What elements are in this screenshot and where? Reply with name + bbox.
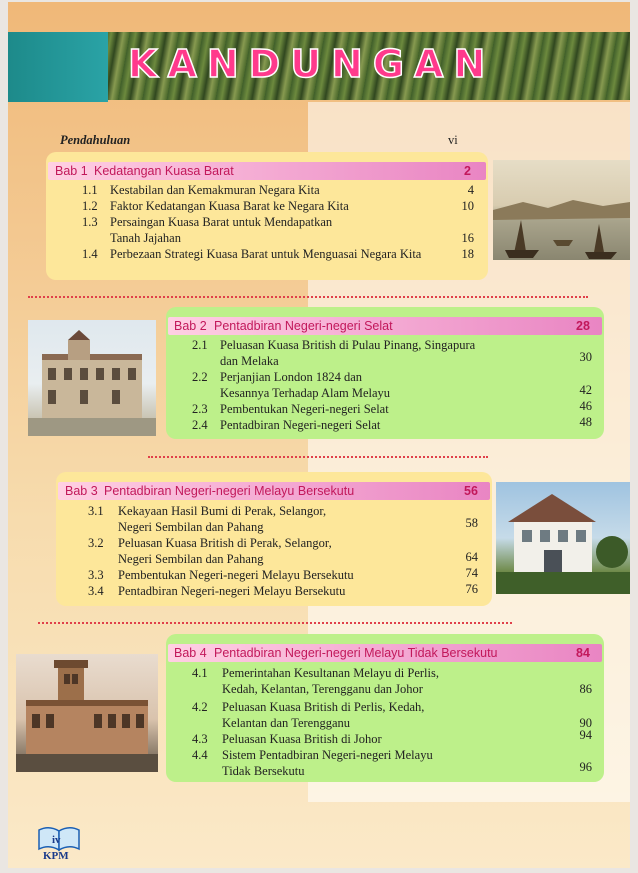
section-num: 4.2 bbox=[192, 700, 208, 714]
section-page: 86 bbox=[579, 682, 592, 696]
separator-dots bbox=[148, 456, 488, 458]
section-title-cont: Kesannya Terhadap Alam Melayu bbox=[220, 386, 391, 400]
section-page: 94 bbox=[579, 728, 592, 742]
section-num: 1.2 bbox=[82, 199, 98, 213]
section-title: Peluasan Kuasa British di Johor bbox=[222, 732, 382, 746]
section-title: Kestabilan dan Kemakmuran Negara Kita bbox=[110, 183, 320, 197]
chapter-1-label: Bab 1 bbox=[55, 164, 88, 178]
intro-page: vi bbox=[448, 133, 458, 147]
colonial-building-image bbox=[28, 320, 156, 436]
section-title: Faktor Kedatangan Kuasa Barat ke Negara Kita bbox=[110, 199, 349, 213]
section-title-cont: Kedah, Kelantan, Terengganu dan Johor bbox=[222, 682, 423, 696]
section-title-cont: Negeri Sembilan dan Pahang bbox=[118, 552, 264, 566]
chapter-4-page: 84 bbox=[576, 646, 590, 660]
page-number: iv bbox=[52, 834, 61, 846]
section-title-cont: Tidak Bersekutu bbox=[222, 764, 305, 778]
section-num: 1.1 bbox=[82, 183, 98, 197]
separator-dots bbox=[38, 622, 512, 624]
section-page: 58 bbox=[465, 516, 478, 530]
section-page: 74 bbox=[465, 566, 478, 580]
banner-accent bbox=[8, 32, 108, 102]
textbook-page bbox=[8, 2, 630, 868]
chapter-4-label: Bab 4 bbox=[174, 646, 207, 660]
section-title: Peluasan Kuasa British di Perak, Selangor, bbox=[118, 536, 332, 550]
section-num: 2.2 bbox=[192, 370, 208, 384]
section-page: 90 bbox=[579, 716, 592, 730]
section-page: 96 bbox=[579, 760, 592, 774]
section-num: 1.4 bbox=[82, 247, 98, 261]
section-num: 3.1 bbox=[88, 504, 104, 518]
colonial-building-svg bbox=[28, 320, 156, 436]
book-logo-svg bbox=[36, 824, 82, 852]
section-page: 10 bbox=[461, 199, 474, 213]
chapter-1-title: Kedatangan Kuasa Barat bbox=[94, 164, 234, 178]
chapter-3-label: Bab 3 bbox=[65, 484, 98, 498]
section-title-cont: dan Melaka bbox=[220, 354, 279, 368]
kpm-logo-text: KPM bbox=[43, 850, 69, 862]
section-page: 4 bbox=[467, 183, 474, 197]
tower-building-svg bbox=[16, 654, 158, 772]
chapter-2-label: Bab 2 bbox=[174, 319, 207, 333]
chapter-2-title: Pentadbiran Negeri-negeri Selat bbox=[214, 319, 393, 333]
section-page: 76 bbox=[465, 582, 478, 596]
section-page: 42 bbox=[579, 383, 592, 397]
section-title: Pembentukan Negeri-negeri Melayu Bersekutu bbox=[118, 568, 354, 582]
section-num: 4.3 bbox=[192, 732, 208, 746]
section-page: 16 bbox=[461, 231, 474, 245]
chapter-1-page: 2 bbox=[464, 164, 471, 178]
chapter-2-page: 28 bbox=[576, 319, 590, 333]
section-title: Kekayaan Hasil Bumi di Perak, Selangor, bbox=[118, 504, 327, 518]
section-num: 3.2 bbox=[88, 536, 104, 550]
section-title-cont: Negeri Sembilan dan Pahang bbox=[118, 520, 264, 534]
section-page: 64 bbox=[465, 550, 478, 564]
bungalow-image bbox=[496, 482, 630, 594]
section-title: Perbezaan Strategi Kuasa Barat untuk Menguasai Negara Kita bbox=[110, 247, 422, 261]
section-num: 2.3 bbox=[192, 402, 208, 416]
section-title: Pembentukan Negeri-negeri Selat bbox=[220, 402, 389, 416]
section-num: 3.3 bbox=[88, 568, 104, 582]
section-num: 2.1 bbox=[192, 338, 208, 352]
section-title: Persaingan Kuasa Barat untuk Mendapatkan bbox=[110, 215, 333, 229]
section-num: 4.4 bbox=[192, 748, 208, 762]
section-page: 18 bbox=[461, 247, 474, 261]
harbour-painting-image bbox=[493, 160, 630, 260]
section-num: 4.1 bbox=[192, 666, 208, 680]
section-title: Pentadbiran Negeri-negeri Selat bbox=[220, 418, 381, 432]
section-page: 46 bbox=[579, 399, 592, 413]
section-num: 1.3 bbox=[82, 215, 98, 229]
section-num: 3.4 bbox=[88, 584, 104, 598]
chapter-3-page: 56 bbox=[464, 484, 478, 498]
section-title-cont: Tanah Jajahan bbox=[110, 231, 181, 245]
page-title: KANDUNGAN bbox=[128, 42, 496, 86]
section-num: 2.4 bbox=[192, 418, 208, 432]
intro-label: Pendahuluan bbox=[60, 133, 131, 147]
chapter-4-title: Pentadbiran Negeri-negeri Melayu Tidak Bersekutu bbox=[214, 646, 498, 660]
section-title: Sistem Pentadbiran Negeri-negeri Melayu bbox=[222, 748, 433, 762]
harbour-painting-svg bbox=[493, 160, 630, 260]
book-logo-icon bbox=[36, 824, 82, 852]
section-title-cont: Kelantan dan Terengganu bbox=[222, 716, 351, 730]
section-title: Peluasan Kuasa British di Pulau Pinang, Singapura bbox=[220, 338, 476, 352]
section-page: 30 bbox=[579, 350, 592, 364]
separator-dots bbox=[28, 296, 588, 298]
chapter-3-title: Pentadbiran Negeri-negeri Melayu Bersekutu bbox=[104, 484, 355, 498]
section-page: 48 bbox=[579, 415, 592, 429]
bungalow-svg bbox=[496, 482, 630, 594]
section-title: Pemerintahan Kesultanan Melayu di Perlis, bbox=[222, 666, 439, 680]
tower-building-image bbox=[16, 654, 158, 772]
section-title: Peluasan Kuasa British di Perlis, Kedah, bbox=[222, 700, 425, 714]
section-title: Pentadbiran Negeri-negeri Melayu Bersekutu bbox=[118, 584, 346, 598]
section-title: Perjanjian London 1824 dan bbox=[220, 370, 362, 384]
